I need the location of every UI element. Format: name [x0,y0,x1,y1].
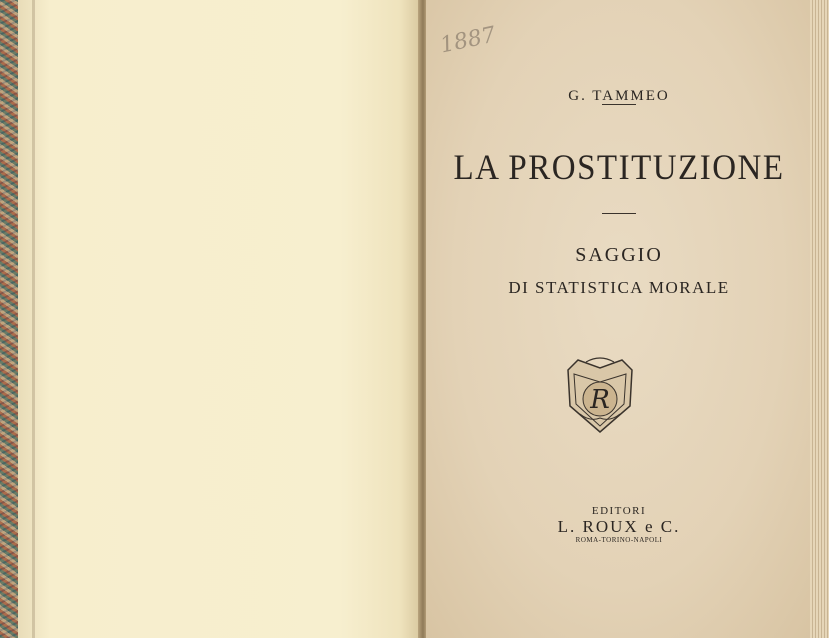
emblem-letter: R [590,385,610,415]
left-blank-page [18,0,420,638]
book-title: LA PROSTITUZIONE [453,148,785,188]
publisher-label: EDITORI [591,505,647,517]
divider-rule [602,104,636,105]
publisher-name: L. ROUX e C. [557,517,681,536]
subtitle-line-1: SAGGIO [575,244,663,266]
pencil-annotation: 1887 [438,22,498,59]
page-edges [810,0,829,638]
page-fold-line [32,0,35,638]
author-name: G. TAMMEO [568,88,670,104]
divider-rule [602,213,636,214]
publisher-cities: ROMA-TORINO-NAPOLI [575,536,663,544]
subtitle-line-2: DI STATISTICA MORALE [508,278,730,297]
publisher-emblem-icon [560,356,640,436]
